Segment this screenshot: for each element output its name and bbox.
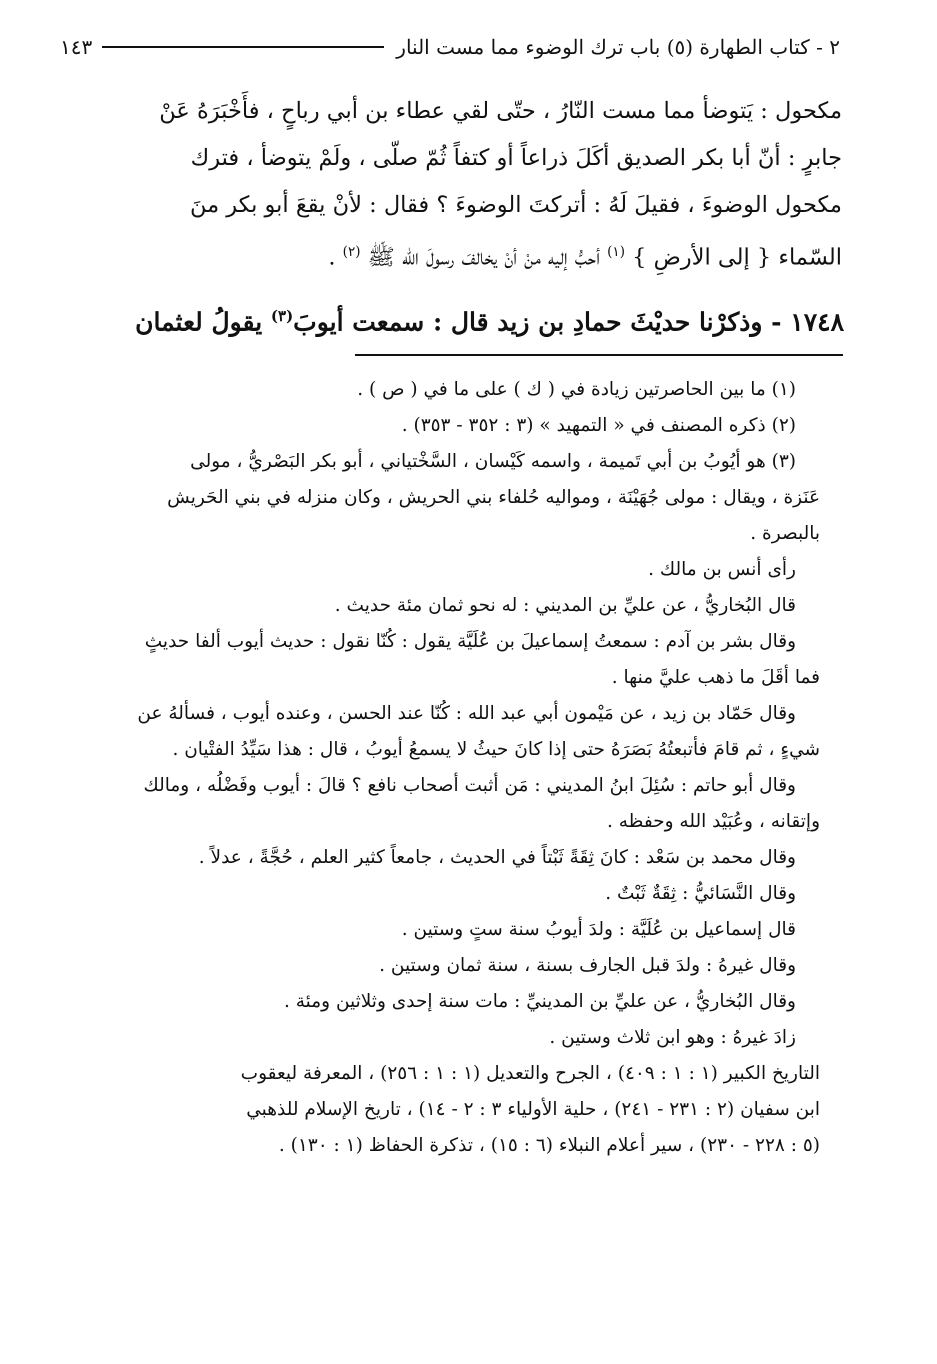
footnote-line: وقال أبو حاتم : سُئِلَ ابنُ المديني : مَن أثبت أصحاب نافع ؟ قالَ : أيوب وفَضْلُه ، ومالك (143, 775, 796, 796)
header-rule (102, 46, 384, 48)
running-header (60, 30, 840, 64)
footnote-line: وقال البُخاريُّ ، عن عليِّ بن المدينيِّ : مات سنة إحدى وثلاثين ومئة . (283, 991, 796, 1012)
footnote-line: وقال النَّسَائيُّ : ثِقَةٌ ثَبْتٌ . (605, 883, 796, 904)
footnote-line: شيءٍ ، ثم قامَ فأتبعتُهُ بَصَرَهُ حتى إذا كانَ حيثُ لا يسمعُ أيوبُ ، قال : هذا سَيِّدُ الفتْيان . (172, 739, 820, 760)
footnote-ref: (١) (607, 244, 625, 260)
footnote-3: (٣) هو أيُوبُ بن أبي تَميمة ، واسمه كَيْسان ، السَّخْتياني ، أبو بكر البَصْريُّ ، مولى (190, 451, 796, 472)
page-number: ١٤٣ (60, 35, 93, 59)
hadith-heading (80, 293, 844, 345)
main-line (70, 229, 842, 282)
footnote-line: وقال بشر بن آدم : سمعتُ إسماعيلَ بن عُلَيَّة يقول : كُنّا نقول : حديث أيوب ألفا حديثٍ (144, 631, 796, 652)
hadith-text: يقولُ لعثمان (135, 307, 263, 337)
footnote-sources: (٥ : ٢٢٨ - ٢٣٠) ، سير أعلام النبلاء (٦ : ١٥) ، تذكرة الحفاظ (١ : ١٣٠) . (278, 1135, 820, 1156)
main-text-segment: أحبُّ إليه منْ أنْ يخالفَ رسولَ الله ﷺ (367, 244, 600, 271)
footnote-line: قال إسماعيل بن عُلَيَّة : ولدَ أيوبُ سنة ستٍ وستين . (401, 919, 796, 940)
main-line: جابرٍ : أنّ أبا بكر الصديق أكَلَ ذراعاً أو كتفاً ثُمّ صلّى ، ولَمْ يتوضأ ، فترك (190, 145, 842, 171)
footnote-line: وقال حَمّاد بن زيد ، عن مَيْمون أبي عبد الله : كُنّا عند الحسن ، وعنده أيوب ، فسألهُ عن (137, 703, 796, 724)
footnote-ref: (٣) (270, 307, 294, 325)
footnote-line: وقال محمد بن سَعْد : كانَ ثِقَةً ثَبْتاً في الحديث ، جامعاً كثير العلم ، حُجَّةً ، عدلاً . (198, 847, 796, 868)
running-title: ٢ - كتاب الطهارة (٥) باب ترك الوضوء مما مست النار (396, 35, 840, 59)
footnote-line: فما أقَلَ ما ذهب عليَّ منها . (611, 667, 820, 688)
footnote-line: قال البُخاريُّ ، عن عليِّ بن المديني : له نحو ثمان مئة حديث . (334, 595, 796, 616)
footnote-sources: التاريخ الكبير (١ : ١ : ٤٠٩) ، الجرح والتعديل (١ : ١ : ٢٥٦) ، المعرفة ليعقوب (240, 1063, 820, 1084)
main-text (70, 88, 842, 282)
footnote-line: وقال غيرهُ : ولدَ قبل الجارف بسنة ، سنة ثمان وستين . (379, 955, 796, 976)
main-line: مكحول الوضوءَ ، فقيلَ لَهُ : أتركتَ الوضوءَ ؟ فقال : لأنْ يقعَ أبو بكر منَ (189, 192, 842, 218)
footnote-1: (١) ما بين الحاصرتين زيادة في ( ك ) على ما في ( ص ) . (357, 379, 796, 400)
footnote-divider (355, 354, 843, 356)
footnotes (60, 372, 820, 1164)
footnote-line: وإتقانه ، وعُبَيْد الله وحفظه . (606, 811, 820, 832)
main-text-segment: السّماء { إلى الأرضِ } (632, 244, 842, 271)
main-line: مكحول : يَتوضأ مما مست النّارُ ، حتّى لقي عطاء بن أبي رباحٍ ، فأَخْبَرَهُ عَنْ (159, 98, 842, 124)
footnote-line: بالبصرة . (750, 523, 820, 544)
footnote-line: رأى أنس بن مالك . (648, 559, 796, 580)
footnote-line: زادَ غيرهُ : وهو ابن ثلاث وستين . (549, 1027, 796, 1048)
main-text-segment: . (328, 244, 336, 271)
hadith-text: ١٧٤٨ - وذكرْنا حديْثَ حمادِ بن زيد قال : سمعت أيوبَ (293, 307, 844, 337)
footnote-2: (٢) ذكره المصنف في « التمهيد » (٣ : ٣٥٢ - ٣٥٣) . (401, 415, 796, 436)
footnote-line: عَنَزة ، ويقال : مولى جُهَيْنَة ، ومواليه حُلفاء بني الحريش ، وكان منزله في بني الحَريش (167, 487, 820, 508)
footnote-ref: (٢) (342, 244, 361, 260)
footnote-sources: ابن سفيان (٢ : ٢٣١ - ٢٤١) ، حلية الأولياء ٣ : ٢ - ١٤) ، تاريخ الإسلام للذهبي (246, 1099, 820, 1120)
